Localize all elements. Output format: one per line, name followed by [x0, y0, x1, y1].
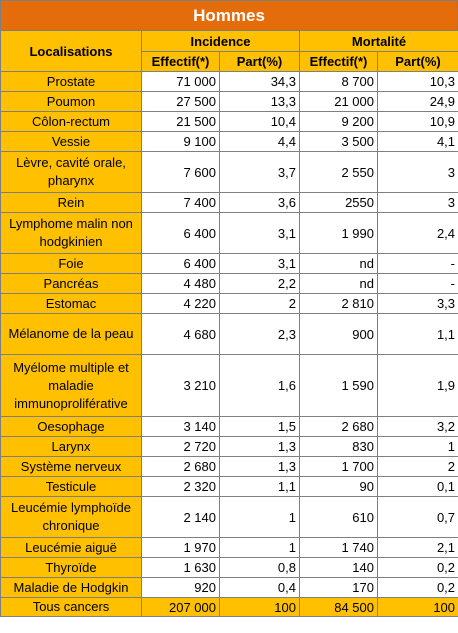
- header-mortalite-part: Part(%): [378, 52, 458, 72]
- cell-mortalite-part: 3,2: [378, 417, 458, 437]
- row-label: Lymphome malin non hodgkinien: [1, 213, 142, 254]
- row-label: Leucémie aiguë: [1, 538, 142, 558]
- cell-mortalite-effectif: nd: [300, 274, 378, 294]
- cell-incidence-part: 0,4: [220, 578, 300, 598]
- table-title: Hommes: [0, 0, 458, 31]
- cell-incidence-part: 3,1: [220, 213, 300, 254]
- cell-incidence-part: 1,3: [220, 457, 300, 477]
- cell-incidence-part: 1,1: [220, 477, 300, 497]
- cell-mortalite-effectif: 90: [300, 477, 378, 497]
- row-label: Côlon-rectum: [1, 112, 142, 132]
- cell-incidence-part: 34,3: [220, 72, 300, 92]
- header-mortalite: Mortalité: [300, 31, 458, 52]
- table-row: [1, 112, 458, 132]
- table-row: [1, 294, 458, 314]
- cell-incidence-effectif: 27 500: [142, 92, 220, 112]
- cell-incidence-effectif: 3 210: [142, 355, 220, 417]
- row-label: Estomac: [1, 294, 142, 314]
- total-row: [1, 598, 458, 617]
- table-row: [1, 437, 458, 457]
- cell-incidence-part: 3,7: [220, 152, 300, 193]
- cell-mortalite-effectif: 21 000: [300, 92, 378, 112]
- cell-incidence-effectif: 9 100: [142, 132, 220, 152]
- row-label: Thyroïde: [1, 558, 142, 578]
- cell-mortalite-part: -: [378, 274, 458, 294]
- cell-incidence-part: 1,3: [220, 437, 300, 457]
- cell-incidence-effectif: 6 400: [142, 213, 220, 254]
- cell-incidence-effectif: 4 480: [142, 274, 220, 294]
- table-row: [1, 538, 458, 558]
- header-incidence: Incidence: [142, 31, 300, 52]
- cell-incidence-part: 2,2: [220, 274, 300, 294]
- cell-mortalite-part: 2,4: [378, 213, 458, 254]
- table-row: [1, 355, 458, 417]
- cell-mortalite-effectif: 2 680: [300, 417, 378, 437]
- header-localisations: Localisations: [1, 31, 142, 72]
- cell-mortalite-part: 3: [378, 193, 458, 213]
- cell-incidence-part: 13,3: [220, 92, 300, 112]
- cell-incidence-part: 1,5: [220, 417, 300, 437]
- cell-mortalite-effectif: 1 740: [300, 538, 378, 558]
- cell-incidence-effectif: 4 680: [142, 314, 220, 355]
- cell-incidence-effectif: 3 140: [142, 417, 220, 437]
- cell-incidence-effectif: 21 500: [142, 112, 220, 132]
- cell-incidence-part: 4,4: [220, 132, 300, 152]
- row-label: Foie: [1, 254, 142, 274]
- cell-mortalite-part: 1: [378, 437, 458, 457]
- cell-incidence-effectif: 1 970: [142, 538, 220, 558]
- cell-mortalite-part: 4,1: [378, 132, 458, 152]
- cell-mortalite-effectif: 8 700: [300, 72, 378, 92]
- row-label: Mélanome de la peau: [1, 314, 142, 355]
- table-row: [1, 578, 458, 598]
- row-label: Myélome multiple et maladie immunoproliférative: [1, 355, 142, 417]
- row-label: Oesophage: [1, 417, 142, 437]
- cell-incidence-effectif: 1 630: [142, 558, 220, 578]
- cancer-table: [0, 30, 458, 617]
- cell-mortalite-part: 0,1: [378, 477, 458, 497]
- total-label: Tous cancers: [1, 598, 142, 617]
- total-mortalite-part: 100: [378, 598, 458, 617]
- row-label: Testicule: [1, 477, 142, 497]
- cell-incidence-effectif: 2 140: [142, 497, 220, 538]
- table-row: [1, 213, 458, 254]
- table-row: [1, 92, 458, 112]
- cell-incidence-part: 3,1: [220, 254, 300, 274]
- cell-incidence-part: 3,6: [220, 193, 300, 213]
- table-row: [1, 254, 458, 274]
- cell-mortalite-effectif: 610: [300, 497, 378, 538]
- cell-mortalite-effectif: 900: [300, 314, 378, 355]
- row-label: Vessie: [1, 132, 142, 152]
- cell-mortalite-effectif: 2 550: [300, 152, 378, 193]
- cell-mortalite-part: 3: [378, 152, 458, 193]
- cell-mortalite-effectif: 1 990: [300, 213, 378, 254]
- cell-mortalite-part: 1,1: [378, 314, 458, 355]
- table-row: [1, 314, 458, 355]
- cell-incidence-effectif: 7 600: [142, 152, 220, 193]
- total-mortalite-effectif: 84 500: [300, 598, 378, 617]
- cell-incidence-part: 0,8: [220, 558, 300, 578]
- cell-incidence-effectif: 2 320: [142, 477, 220, 497]
- cell-incidence-part: 1: [220, 497, 300, 538]
- table-row: [1, 457, 458, 477]
- table-row: [1, 497, 458, 538]
- cell-mortalite-effectif: 1 700: [300, 457, 378, 477]
- cell-mortalite-effectif: 3 500: [300, 132, 378, 152]
- cell-mortalite-part: 0,7: [378, 497, 458, 538]
- header-incidence-part: Part(%): [220, 52, 300, 72]
- header-incidence-effectif: Effectif(*): [142, 52, 220, 72]
- table-row: [1, 193, 458, 213]
- table-row: [1, 132, 458, 152]
- cell-mortalite-effectif: 140: [300, 558, 378, 578]
- row-label: Système nerveux: [1, 457, 142, 477]
- cell-incidence-part: 1,6: [220, 355, 300, 417]
- cell-incidence-effectif: 71 000: [142, 72, 220, 92]
- cell-incidence-effectif: 6 400: [142, 254, 220, 274]
- cell-mortalite-effectif: 9 200: [300, 112, 378, 132]
- cell-mortalite-part: 3,3: [378, 294, 458, 314]
- cell-incidence-effectif: 4 220: [142, 294, 220, 314]
- cell-mortalite-part: -: [378, 254, 458, 274]
- cell-mortalite-part: 10,3: [378, 72, 458, 92]
- cell-mortalite-effectif: 2 810: [300, 294, 378, 314]
- cell-mortalite-part: 2: [378, 457, 458, 477]
- table-row: [1, 558, 458, 578]
- cell-incidence-effectif: 2 680: [142, 457, 220, 477]
- cell-incidence-effectif: 7 400: [142, 193, 220, 213]
- cell-incidence-effectif: 2 720: [142, 437, 220, 457]
- total-incidence-part: 100: [220, 598, 300, 617]
- cell-mortalite-part: 2,1: [378, 538, 458, 558]
- row-label: Leucémie lymphoïde chronique: [1, 497, 142, 538]
- cell-mortalite-effectif: nd: [300, 254, 378, 274]
- row-label: Poumon: [1, 92, 142, 112]
- row-label: Prostate: [1, 72, 142, 92]
- cell-incidence-part: 1: [220, 538, 300, 558]
- cell-mortalite-part: 0,2: [378, 578, 458, 598]
- row-label: Maladie de Hodgkin: [1, 578, 142, 598]
- row-label: Pancréas: [1, 274, 142, 294]
- total-incidence-effectif: 207 000: [142, 598, 220, 617]
- table-row: [1, 274, 458, 294]
- table-row: [1, 72, 458, 92]
- row-label: Larynx: [1, 437, 142, 457]
- cell-mortalite-part: 1,9: [378, 355, 458, 417]
- table-row: [1, 477, 458, 497]
- cell-incidence-part: 10,4: [220, 112, 300, 132]
- cell-mortalite-part: 0,2: [378, 558, 458, 578]
- cell-incidence-part: 2,3: [220, 314, 300, 355]
- cell-mortalite-part: 24,9: [378, 92, 458, 112]
- cell-mortalite-effectif: 2550: [300, 193, 378, 213]
- cell-incidence-effectif: 920: [142, 578, 220, 598]
- cell-mortalite-effectif: 830: [300, 437, 378, 457]
- table-row: [1, 417, 458, 437]
- cell-mortalite-effectif: 170: [300, 578, 378, 598]
- table-row: [1, 152, 458, 193]
- row-label: Rein: [1, 193, 142, 213]
- row-label: Lèvre, cavité orale, pharynx: [1, 152, 142, 193]
- cell-incidence-part: 2: [220, 294, 300, 314]
- header-mortalite-effectif: Effectif(*): [300, 52, 378, 72]
- cell-mortalite-effectif: 1 590: [300, 355, 378, 417]
- cell-mortalite-part: 10,9: [378, 112, 458, 132]
